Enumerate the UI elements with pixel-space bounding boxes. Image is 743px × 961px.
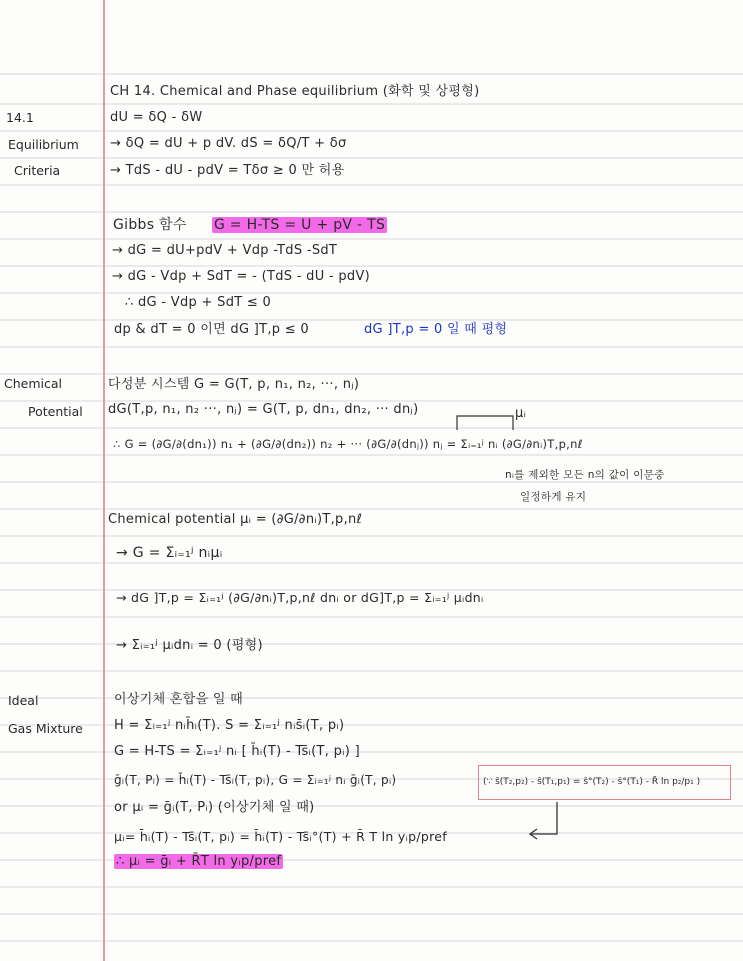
section-heading-criteria: Criteria (14, 163, 61, 178)
note-keep-constant: 일정하게 유지 (520, 491, 587, 503)
gibbs-line-3: ∴ dG - Vdp + SdT ≤ 0 (125, 295, 272, 310)
ideal-H-S: H = Σᵢ₌₁ʲ nᵢh̄ᵢ(T). S = Σᵢ₌₁ʲ nᵢs̄ᵢ(T, pᵢ) (114, 718, 345, 733)
ideal-mu-result-highlight (114, 854, 283, 870)
page-title: CH 14. Chemical and Phase equilibrium (화학 및 상평형) (110, 84, 480, 99)
section-number: 14.1 (6, 110, 34, 125)
entropy-note: (∵ s̄(T₂,p₂) - s̄(T₁,p₁) = s̄°(T₂) - s̄°(T₁) - R̄ ln p₂/p₁ ) (483, 777, 701, 787)
section-heading-equilibrium: Equilibrium (8, 137, 79, 152)
gibbs-label: Gibbs 함수 (113, 217, 187, 233)
ideal-mu-expansion: μᵢ= h̄ᵢ(T) - Ts̄ᵢ(T, pᵢ) = h̄ᵢ(T) - Ts̄ᵢ°(T) + R̄ T ln yᵢp/pref (114, 829, 447, 844)
gibbs-line-2: → dG - Vdp + SdT = - (TdS - dU - pdV) (112, 269, 371, 284)
chem-G-sum: → G = Σᵢ₌₁ʲ nᵢμᵢ (116, 545, 223, 561)
ideal-G: G = H-TS = Σᵢ₌₁ʲ nᵢ [ h̄ᵢ(T) - Ts̄ᵢ(T, pᵢ) ] (114, 744, 360, 759)
ideal-gi: ḡᵢ(T, Pᵢ) = h̄ᵢ(T) - Ts̄ᵢ(T, pᵢ), G = Σᵢ₌₁ʲ nᵢ ḡᵢ(T, pᵢ) (114, 773, 397, 787)
gibbs-line-1: → dG = dU+pdV + Vdp -TdS -SdT (112, 243, 338, 258)
gibbs-equilibrium-note: dG ]T,p = 0 일 때 평형 (364, 322, 508, 337)
eq-criterion: → TdS - dU - pdV = Tδσ ≥ 0 만 허용 (110, 163, 345, 178)
eq-heat-entropy: → δQ = dU + p dV. dS = δQ/T + δσ (110, 136, 347, 151)
chem-dG-sum: → dG ]T,p = Σᵢ₌₁ʲ (∂G/∂nᵢ)T,p,nℓ dnᵢ or dG]T,p = Σᵢ₌₁ʲ μᵢdnᵢ (116, 590, 484, 605)
section-heading-gas-mixture: Gas Mixture (8, 721, 83, 736)
gibbs-definition-highlight (212, 217, 387, 233)
arrow-from-box (525, 800, 565, 842)
section-heading-potential: Potential (28, 404, 83, 419)
section-heading-ideal: Ideal (8, 693, 39, 708)
gibbs-line-4: dp & dT = 0 이면 dG ]T,p ≤ 0 (114, 322, 309, 337)
highlight-mark: G = H-TS = U + pV - TS (214, 217, 386, 233)
highlight-mark: ∴ μᵢ = ḡᵢ + R̄T ln yᵢp/pref (116, 854, 282, 869)
margin-line (103, 0, 105, 961)
mu-label: μᵢ (515, 406, 527, 421)
chem-equilibrium: → Σᵢ₌₁ʲ μᵢdnᵢ = 0 (평형) (116, 638, 263, 653)
section-heading-chemical: Chemical (4, 376, 62, 391)
chem-multicomponent: 다성분 시스템 G = G(T, p, n₁, n₂, ···, nⱼ) (108, 377, 360, 392)
eq-first-law: dU = δQ - δW (110, 110, 203, 125)
ideal-mu-gi: or μᵢ = ḡᵢ(T, Pᵢ) (이상기체 일 때) (114, 800, 315, 815)
note-ni-except: nᵢ를 제외한 모든 n의 값이 이문중 (505, 469, 665, 481)
chem-potential-definition: Chemical potential μᵢ = (∂G/∂nᵢ)T,p,nℓ (108, 512, 363, 527)
chem-G-expansion: ∴ G = (∂G/∂(dn₁)) n₁ + (∂G/∂(dn₂)) n₂ + ··· (∂G/∂(dnⱼ)) nⱼ = Σᵢ₌₁ʲ nᵢ (∂G/∂nᵢ)T,p,nℓ (113, 437, 583, 451)
ideal-intro: 이상기체 혼합을 일 때 (114, 692, 244, 707)
chem-dG: dG(T,p, n₁, n₂ ···, nⱼ) = G(T, p, dn₁, dn₂, ··· dnⱼ) (108, 402, 419, 417)
